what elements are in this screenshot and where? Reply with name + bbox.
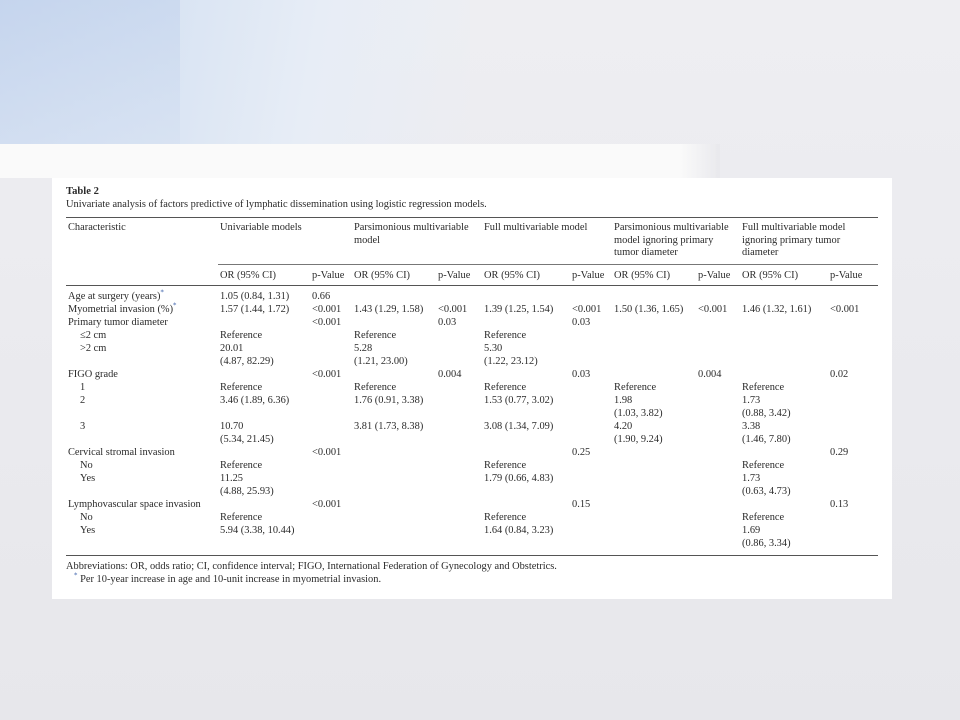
cell-p-value: 0.66: [312, 290, 331, 302]
subheader-or: OR (95% CI): [614, 269, 671, 281]
table-row: [66, 537, 878, 556]
cell-p-value: [310, 511, 352, 524]
cell-p-value: [828, 355, 878, 368]
cell-p-value: [570, 394, 612, 407]
cell-or-ci: [218, 446, 310, 459]
column-header-parsimonious: Parsimonious multivariable model: [352, 218, 482, 265]
table-row: [66, 498, 878, 511]
column-header-characteristic: Characteristic: [68, 222, 126, 233]
subheader-p-value: p-Value: [438, 269, 471, 281]
cell-p-value: [310, 537, 352, 556]
cell-or-ci: (0.86, 3.34): [742, 537, 791, 549]
cell-p-value: <0.001: [312, 316, 342, 328]
cell-p-value: 0.25: [572, 446, 591, 458]
cell-or-ci: [612, 459, 696, 472]
cell-or-ci: 1.05 (0.84, 1.31): [220, 290, 290, 302]
row-label: [66, 381, 218, 394]
cell-p-value: <0.001: [438, 303, 468, 315]
cell-or-ci: [740, 446, 828, 459]
table-row: [66, 459, 878, 472]
row-label: [66, 524, 218, 537]
cell-p-value: [310, 433, 352, 446]
cell-p-value: [570, 511, 612, 524]
cell-p-value: [570, 342, 612, 355]
row-label-text: Cervical stromal invasion: [68, 446, 175, 458]
cell-or-ci: 5.30: [484, 342, 503, 354]
cell-p-value: [696, 485, 740, 498]
row-label-text: 1: [80, 381, 86, 393]
cell-p-value: [696, 329, 740, 342]
footnote-marker: *: [173, 301, 177, 310]
cell-or-ci: [612, 316, 696, 329]
cell-or-ci: Reference: [742, 381, 785, 393]
cell-or-ci: Reference: [742, 511, 785, 523]
cell-or-ci: [482, 316, 570, 329]
cell-or-ci: [352, 407, 436, 420]
table-row: [66, 381, 878, 394]
cell-or-ci: [612, 537, 696, 556]
cell-p-value: [828, 420, 878, 433]
cell-or-ci: [612, 342, 696, 355]
row-label: [66, 511, 218, 524]
cell-or-ci: Reference: [742, 459, 785, 471]
row-label-text: 3: [80, 420, 86, 432]
cell-p-value: 0.29: [830, 446, 849, 458]
cell-p-value: 0.15: [572, 498, 591, 510]
table-row: [66, 316, 878, 329]
subheader-p-value: p-Value: [312, 269, 345, 281]
row-label: [66, 316, 218, 329]
cell-or-ci: [218, 407, 310, 420]
cell-or-ci: [482, 285, 570, 303]
cell-or-ci: [218, 537, 310, 556]
row-label: [66, 394, 218, 407]
cell-or-ci: (1.03, 3.82): [614, 407, 663, 419]
table-row: [66, 485, 878, 498]
cell-p-value: [436, 433, 482, 446]
cell-or-ci: [482, 498, 570, 511]
cell-or-ci: [740, 329, 828, 342]
cell-or-ci: Reference: [220, 381, 263, 393]
cell-p-value: [570, 407, 612, 420]
footnote-star-text: Per 10-year increase in age and 10-unit increase in myometrial invasion.: [80, 573, 382, 585]
cell-p-value: [696, 285, 740, 303]
cell-p-value: <0.001: [830, 303, 860, 315]
cell-or-ci: (0.88, 3.42): [742, 407, 791, 419]
row-label-text: Lymphovascular space invasion: [68, 498, 201, 510]
cell-p-value: <0.001: [312, 303, 342, 315]
cell-or-ci: [352, 316, 436, 329]
cell-p-value: [696, 316, 740, 329]
cell-p-value: [696, 342, 740, 355]
cell-p-value: [696, 524, 740, 537]
table-row: [66, 433, 878, 446]
cell-p-value: [310, 394, 352, 407]
cell-p-value: [828, 316, 878, 329]
cell-or-ci: [482, 446, 570, 459]
cell-or-ci: [740, 285, 828, 303]
cell-p-value: [570, 459, 612, 472]
cell-or-ci: [352, 485, 436, 498]
table-row: [66, 524, 878, 537]
cell-or-ci: (1.22, 23.12): [484, 355, 538, 367]
cell-p-value: [570, 433, 612, 446]
cell-or-ci: [612, 285, 696, 303]
cell-or-ci: [612, 446, 696, 459]
row-label: [66, 342, 218, 355]
cell-p-value: [570, 355, 612, 368]
cell-p-value: <0.001: [572, 303, 602, 315]
cell-p-value: [436, 446, 482, 459]
subheader-or: OR (95% CI): [354, 269, 411, 281]
cell-p-value: [436, 285, 482, 303]
cell-p-value: [436, 355, 482, 368]
cell-or-ci: [612, 511, 696, 524]
table-row: [66, 355, 878, 368]
cell-or-ci: Reference: [484, 329, 527, 341]
cell-or-ci: 4.20: [614, 420, 633, 432]
cell-p-value: [310, 485, 352, 498]
cell-or-ci: [740, 342, 828, 355]
cell-or-ci: [218, 498, 310, 511]
table-body: [66, 285, 878, 555]
cell-or-ci: 1.76 (0.91, 3.38): [354, 394, 424, 406]
cell-or-ci: (1.90, 9.24): [614, 433, 663, 445]
row-label-text: 2: [80, 394, 86, 406]
cell-p-value: [828, 511, 878, 524]
cell-p-value: 0.02: [830, 368, 849, 380]
cell-p-value: [436, 472, 482, 485]
footnote-abbreviations: Abbreviations: OR, odds ratio; CI, confidence interval; FIGO, International Federation of Gynecology and Obstetrics.: [66, 560, 557, 572]
cell-p-value: 0.004: [698, 368, 722, 380]
cell-p-value: [696, 420, 740, 433]
cell-or-ci: 20.01: [220, 342, 244, 354]
cell-p-value: [696, 381, 740, 394]
cell-p-value: [570, 537, 612, 556]
row-label-text: Age at surgery (years): [68, 290, 161, 302]
table-row: [66, 446, 878, 459]
table-row: [66, 472, 878, 485]
footnote-star: [66, 573, 876, 586]
cell-p-value: [828, 537, 878, 556]
row-label: [66, 285, 218, 303]
table-row: [66, 511, 878, 524]
slide-corner-decoration: [0, 0, 470, 145]
cell-or-ci: [352, 368, 436, 381]
row-label-text: No: [80, 459, 93, 471]
row-label: [66, 498, 218, 511]
cell-or-ci: [482, 485, 570, 498]
column-header-parsimonious-ignoring: Parsimonious multivariable model ignoring primary tumor diameter: [612, 218, 740, 265]
cell-or-ci: 1.39 (1.25, 1.54): [484, 303, 554, 315]
table-footnotes: [66, 560, 876, 586]
cell-p-value: [828, 285, 878, 303]
cell-or-ci: [352, 537, 436, 556]
table-row: [66, 407, 878, 420]
row-label-text: No: [80, 511, 93, 523]
row-label: [66, 420, 218, 433]
cell-p-value: [696, 407, 740, 420]
slide-band-decoration: [0, 144, 716, 178]
cell-p-value: [310, 329, 352, 342]
row-label-text: Yes: [80, 524, 96, 536]
table-document: [66, 185, 876, 586]
cell-p-value: [696, 446, 740, 459]
footnote-star-mark: *: [74, 571, 78, 580]
cell-p-value: [436, 459, 482, 472]
cell-p-value: [828, 381, 878, 394]
cell-or-ci: [352, 524, 436, 537]
cell-or-ci: 1.73: [742, 472, 761, 484]
cell-p-value: <0.001: [312, 498, 342, 510]
cell-or-ci: [218, 316, 310, 329]
table-row: [66, 303, 878, 316]
cell-or-ci: [740, 498, 828, 511]
cell-p-value: [696, 511, 740, 524]
cell-p-value: [310, 342, 352, 355]
cell-or-ci: 1.79 (0.66, 4.83): [484, 472, 554, 484]
cell-or-ci: Reference: [484, 381, 527, 393]
cell-or-ci: [482, 407, 570, 420]
cell-or-ci: [352, 446, 436, 459]
cell-p-value: [570, 329, 612, 342]
cell-or-ci: 11.25: [220, 472, 243, 484]
cell-p-value: [828, 407, 878, 420]
cell-or-ci: [612, 368, 696, 381]
cell-p-value: [696, 355, 740, 368]
cell-p-value: [828, 329, 878, 342]
row-label: [66, 472, 218, 485]
cell-or-ci: [352, 433, 436, 446]
cell-p-value: <0.001: [312, 446, 342, 458]
cell-p-value: [436, 524, 482, 537]
row-label: [66, 368, 218, 381]
cell-or-ci: 1.73: [742, 394, 761, 406]
cell-or-ci: 3.38: [742, 420, 761, 432]
cell-p-value: [570, 420, 612, 433]
results-table: [66, 217, 878, 556]
cell-or-ci: 1.43 (1.29, 1.58): [354, 303, 424, 315]
cell-p-value: 0.13: [830, 498, 849, 510]
cell-p-value: 0.03: [572, 316, 591, 328]
cell-p-value: [436, 485, 482, 498]
row-label: [66, 485, 218, 498]
cell-or-ci: 1.46 (1.32, 1.61): [742, 303, 812, 315]
cell-p-value: [310, 459, 352, 472]
cell-p-value: [310, 420, 352, 433]
cell-or-ci: 5.28: [354, 342, 373, 354]
cell-or-ci: 1.64 (0.84, 3.23): [484, 524, 554, 536]
subheader-p-value: p-Value: [698, 269, 731, 281]
cell-or-ci: 3.81 (1.73, 8.38): [354, 420, 424, 432]
cell-p-value: [310, 381, 352, 394]
cell-or-ci: [352, 285, 436, 303]
cell-or-ci: (4.88, 25.93): [220, 485, 274, 497]
column-header-full: Full multivariable model: [482, 218, 612, 265]
cell-or-ci: [740, 368, 828, 381]
table-row: [66, 342, 878, 355]
cell-or-ci: (0.63, 4.73): [742, 485, 791, 497]
cell-p-value: [436, 407, 482, 420]
cell-or-ci: 1.53 (0.77, 3.02): [484, 394, 554, 406]
cell-p-value: [570, 524, 612, 537]
table-row: [66, 285, 878, 303]
subheader-or: OR (95% CI): [220, 269, 276, 281]
cell-p-value: [828, 433, 878, 446]
cell-p-value: [828, 472, 878, 485]
cell-or-ci: [612, 498, 696, 511]
cell-p-value: 0.03: [438, 316, 457, 328]
cell-p-value: <0.001: [312, 368, 342, 380]
row-label-text: Primary tumor diameter: [68, 316, 168, 328]
cell-p-value: [570, 285, 612, 303]
cell-or-ci: [352, 459, 436, 472]
cell-or-ci: 1.98: [614, 394, 633, 406]
cell-p-value: [436, 381, 482, 394]
cell-p-value: [696, 472, 740, 485]
row-label: [66, 446, 218, 459]
cell-p-value: 0.03: [572, 368, 591, 380]
cell-p-value: [828, 485, 878, 498]
cell-or-ci: Reference: [220, 329, 263, 341]
subheader-or: OR (95% CI): [484, 269, 541, 281]
row-label-text: FIGO grade: [68, 368, 118, 380]
subheader-or: OR (95% CI): [742, 269, 799, 281]
cell-or-ci: (1.21, 23.00): [354, 355, 408, 367]
table-caption: Univariate analysis of factors predictive of lymphatic dissemination using logistic regression models.: [66, 199, 487, 210]
row-label: [66, 355, 218, 368]
cell-or-ci: [482, 537, 570, 556]
cell-p-value: [436, 537, 482, 556]
cell-or-ci: 1.69: [742, 524, 761, 536]
row-label-text: Myometrial invasion (%): [68, 303, 174, 315]
cell-or-ci: Reference: [354, 381, 397, 393]
cell-p-value: [310, 472, 352, 485]
cell-p-value: [436, 329, 482, 342]
cell-or-ci: [612, 485, 696, 498]
cell-or-ci: [482, 368, 570, 381]
footnote-marker: *: [160, 288, 164, 297]
cell-or-ci: [352, 472, 436, 485]
cell-p-value: [696, 433, 740, 446]
cell-p-value: 0.004: [438, 368, 462, 380]
cell-p-value: [828, 524, 878, 537]
cell-or-ci: 3.46 (1.89, 6.36): [220, 394, 290, 406]
cell-or-ci: [740, 316, 828, 329]
table-label: Table 2: [66, 186, 99, 197]
cell-or-ci: [218, 368, 310, 381]
cell-or-ci: (1.46, 7.80): [742, 433, 791, 445]
cell-or-ci: [612, 524, 696, 537]
cell-or-ci: (5.34, 21.45): [220, 433, 274, 445]
row-label-text: Yes: [80, 472, 96, 484]
table-image: [52, 178, 892, 599]
column-header-univariable: Univariable models: [218, 218, 352, 265]
cell-p-value: [436, 498, 482, 511]
cell-p-value: [828, 394, 878, 407]
row-label: [66, 537, 218, 556]
cell-p-value: [570, 485, 612, 498]
table-row: [66, 420, 878, 433]
cell-or-ci: (4.87, 82.29): [220, 355, 274, 367]
cell-or-ci: [352, 511, 436, 524]
cell-or-ci: Reference: [484, 459, 527, 471]
cell-p-value: [570, 472, 612, 485]
cell-or-ci: Reference: [354, 329, 397, 341]
cell-p-value: <0.001: [698, 303, 728, 315]
cell-p-value: [696, 498, 740, 511]
row-label: [66, 459, 218, 472]
row-label: [66, 303, 218, 316]
cell-p-value: [436, 420, 482, 433]
cell-or-ci: [352, 498, 436, 511]
column-header-full-ignoring: Full multivariable model ignoring primary tumor diameter: [740, 218, 878, 265]
table-row: [66, 329, 878, 342]
row-label: [66, 329, 218, 342]
cell-or-ci: [482, 433, 570, 446]
row-label: [66, 407, 218, 420]
cell-p-value: [828, 342, 878, 355]
cell-p-value: [436, 342, 482, 355]
cell-or-ci: 3.08 (1.34, 7.09): [484, 420, 554, 432]
cell-or-ci: 5.94 (3.38, 10.44): [220, 524, 295, 536]
cell-p-value: [696, 537, 740, 556]
cell-p-value: [828, 459, 878, 472]
subheader-p-value: p-Value: [830, 269, 863, 281]
subheader-p-value: p-Value: [572, 269, 605, 281]
cell-or-ci: 1.50 (1.36, 1.65): [614, 303, 684, 315]
table-row: [66, 368, 878, 381]
row-label: [66, 433, 218, 446]
cell-or-ci: [612, 355, 696, 368]
cell-p-value: [310, 407, 352, 420]
cell-p-value: [310, 524, 352, 537]
table-row: [66, 394, 878, 407]
cell-p-value: [436, 394, 482, 407]
cell-or-ci: Reference: [220, 511, 263, 523]
cell-p-value: [310, 355, 352, 368]
cell-p-value: [570, 381, 612, 394]
cell-or-ci: [740, 355, 828, 368]
cell-or-ci: 10.70: [220, 420, 244, 432]
row-label-text: ≤2 cm: [80, 329, 107, 341]
cell-or-ci: Reference: [484, 511, 527, 523]
row-label-text: >2 cm: [80, 342, 107, 354]
cell-or-ci: [612, 329, 696, 342]
cell-p-value: [696, 459, 740, 472]
cell-p-value: [696, 394, 740, 407]
cell-p-value: [436, 511, 482, 524]
cell-or-ci: 1.57 (1.44, 1.72): [220, 303, 290, 315]
cell-or-ci: Reference: [220, 459, 263, 471]
cell-or-ci: [612, 472, 696, 485]
cell-or-ci: Reference: [614, 381, 657, 393]
